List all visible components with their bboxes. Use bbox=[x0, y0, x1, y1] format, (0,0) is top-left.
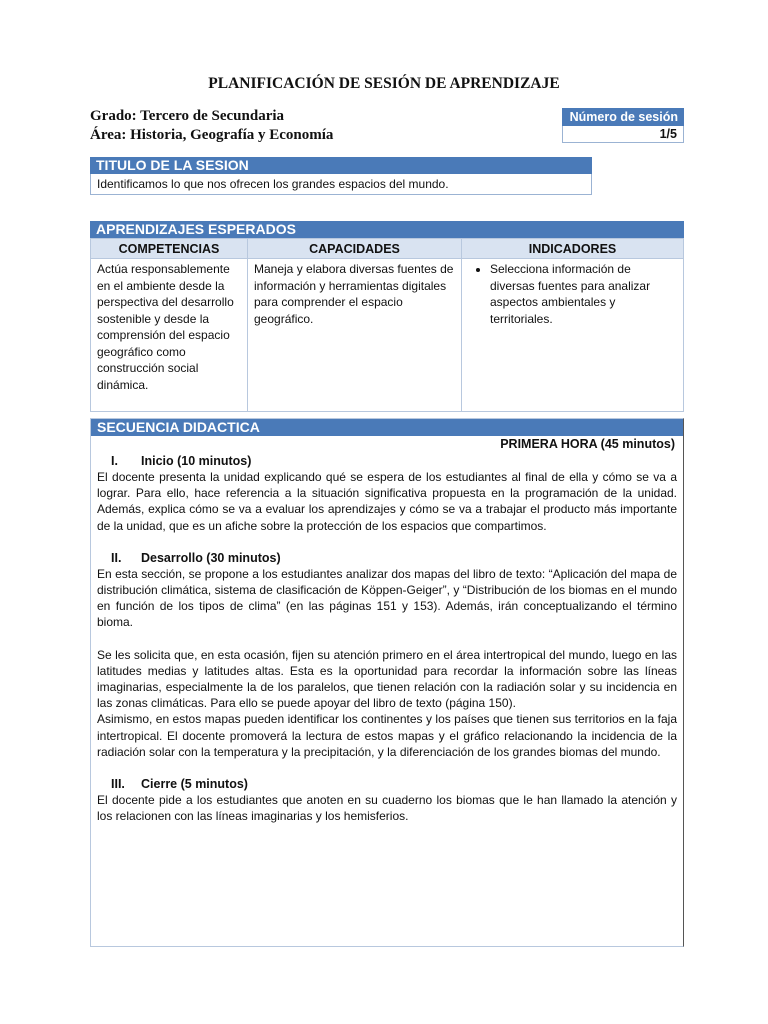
session-number-label: Número de sesión bbox=[562, 108, 684, 126]
desarrollo-heading bbox=[91, 550, 683, 566]
session-number-value: 1/5 bbox=[562, 126, 684, 143]
cierre-paragraph: El docente pide a los estudiantes que anoten en su cuaderno los biomas que le han llamado la atención y los relacionen con las líneas imaginarias y los hemisferios. bbox=[97, 793, 677, 824]
session-number-box bbox=[562, 108, 684, 143]
desarrollo-title: Desarrollo (30 minutos) bbox=[141, 550, 281, 565]
didactic-sequence-header: SECUENCIA DIDACTICA bbox=[91, 419, 683, 436]
indicador-item: • Selecciona información de diversas fuentes para analizar aspectos ambientales y territoriales. bbox=[490, 261, 677, 327]
indicador-cell bbox=[462, 259, 684, 412]
competencia-cell: Actúa responsablemente en el ambiente desde la perspectiva del desarrollo sostenible y desde la comprensión del espacio geográfico como construcción social dinámica. bbox=[91, 259, 248, 412]
inicio-heading bbox=[91, 453, 683, 469]
session-title-header: TITULO DE LA SESION bbox=[90, 157, 592, 174]
didactic-sequence-section bbox=[90, 418, 684, 947]
column-header-indicadores: INDICADORES bbox=[462, 239, 684, 259]
expected-learning-header: APRENDIZAJES ESPERADOS bbox=[90, 221, 684, 238]
cierre-number: III. bbox=[111, 777, 125, 792]
session-title-text: Identificamos lo que nos ofrecen los grandes espacios del mundo. bbox=[90, 174, 592, 195]
desarrollo-paragraph-3: Asimismo, en estos mapas pueden identificar los continentes y los países que tienen sus territorios en la faja intertropical. El docente promoverá la lectura de estos mapas y el gráfico relacionando la incidencia de la radiación solar con la temperatura y la precipitación, y la diferenciación de los grandes biomas del mundo. bbox=[97, 712, 677, 759]
area-line: Área: Historia, Geografía y Economía bbox=[90, 127, 334, 143]
column-header-capacidades: CAPACIDADES bbox=[248, 239, 462, 259]
inicio-title: Inicio (10 minutos) bbox=[141, 454, 252, 468]
grade-line: Grado: Tercero de Secundaria bbox=[90, 108, 285, 124]
capacidad-cell: Maneja y elabora diversas fuentes de información y herramientas digitales para comprender el espacio geográfico. bbox=[248, 259, 462, 412]
desarrollo-number: II. bbox=[111, 550, 122, 565]
expected-learning-table bbox=[90, 238, 684, 412]
desarrollo-paragraph-2: Se les solicita que, en esta ocasión, fijen su atención primero en el área intertropical del mundo, luego en las latitudes medias y latitudes altas. Esta es la oportunidad para recordar la información sobre las líneas imaginarias, especialmente la de los paralelos, que tienen relación con la radiación solar y su incidencia en las zonas climáticas. Para ello se puede apoyar del libro de texto (página 150). bbox=[97, 647, 677, 711]
column-header-competencias: COMPETENCIAS bbox=[91, 239, 248, 259]
document-title: PLANIFICACIÓN DE SESIÓN DE APRENDIZAJE bbox=[208, 75, 560, 92]
cierre-title: Cierre (5 minutos) bbox=[141, 777, 248, 792]
cierre-heading bbox=[91, 776, 683, 792]
hour-label: PRIMERA HORA (45 minutos) bbox=[500, 437, 675, 451]
desarrollo-paragraph-1: En esta sección, se propone a los estudiantes analizar dos mapas del libro de texto: “Aplicación del mapa de distribución climática, sistema de clasificación de Köppen-Geiger”, y “Distribución de los biomas en el mundo en función de los tipos de clima” (en las páginas 151 y 153). Además, irán conceptualizando el término bioma. bbox=[97, 566, 677, 630]
inicio-paragraph: El docente presenta la unidad explicando qué se espera de los estudiantes al final de ella y cómo se va a lograr. Para ello, hace referencia a la situación significativa propuesta en la programación de la unidad. Además, explica cómo se va a evaluar los aprendizajes y cómo se va a trabajar el producto más importante de la unidad, que es un afiche sobre la protección de los espacios que compartimos. bbox=[97, 470, 677, 533]
session-title-section bbox=[90, 157, 592, 195]
inicio-number: I. bbox=[111, 454, 118, 468]
expected-learning-section bbox=[90, 221, 684, 412]
